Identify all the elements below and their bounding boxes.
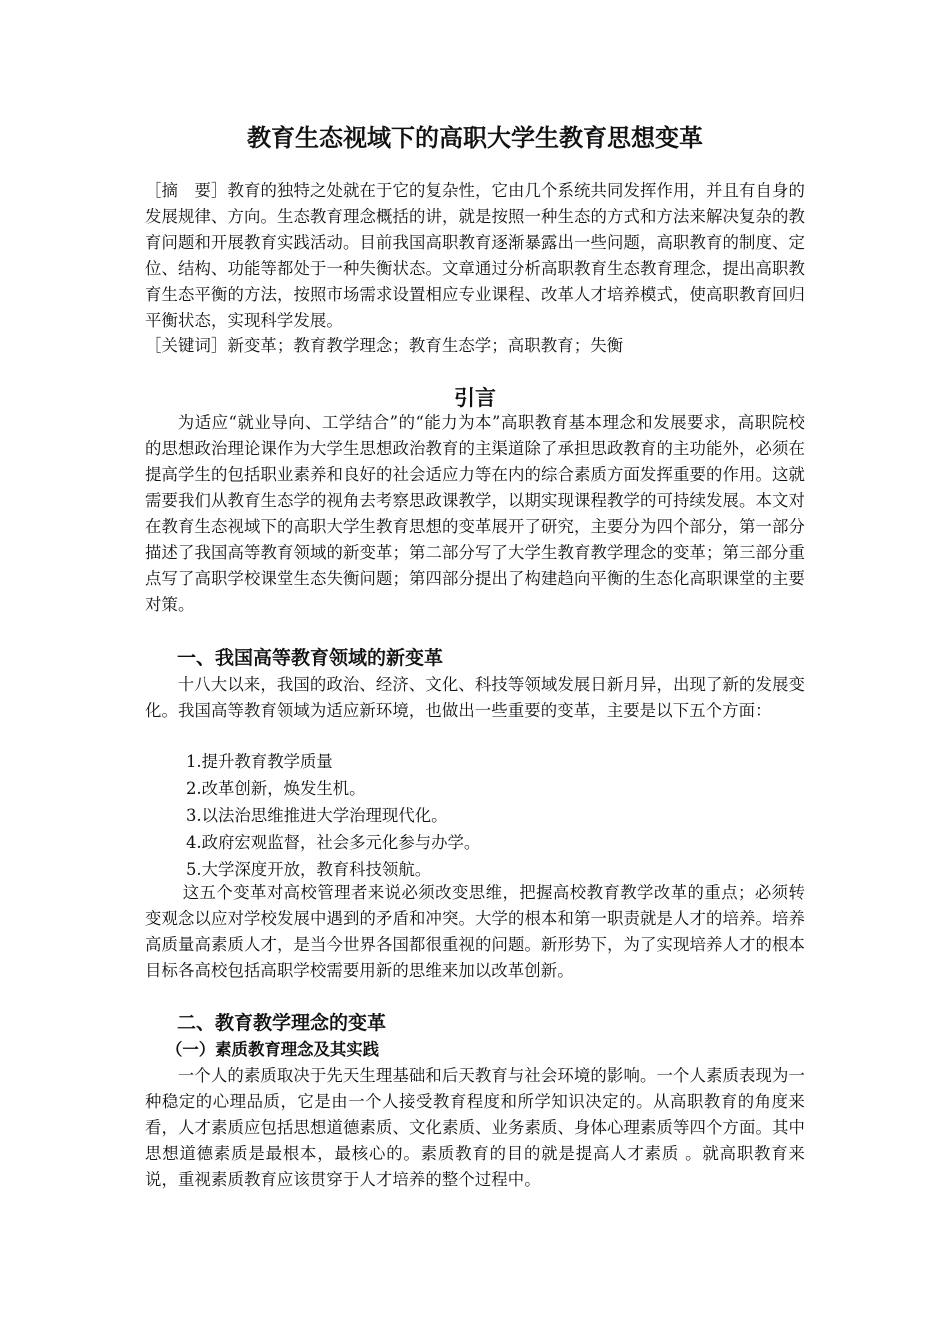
abstract-label: ［摘 要］ [145,181,228,200]
keywords-text: 新变革；教育教学理念；教育生态学；高职教育；失衡 [227,336,624,355]
keywords [145,333,805,359]
list-item: 5.大学深度开放，教育科技领航。 [186,860,432,879]
abstract-text: 教育的独特之处就在于它的复杂性，它由几个系统共同发挥作用，并且有自身的发展规律、方向。生态教育理念概括的讲，就是按照一种生态的方式和方法来解决复杂的教育问题和开展教育实践活动。目前我国高职教育逐渐暴露出一些问题，高职教育的制度、定位、结构、功能等都处于一种失衡状态。文章通过分析高职教育生态教育理念，提出高职教育生态平衡的方法，按照市场需求设置相应专业课程、改革人才培养模式，使高职教育回归平衡状态，实现科学发展。 [145,181,806,330]
list-item: 3.以法治思维推进大学治理现代化。 [186,806,448,825]
section1-heading: 一、我国高等教育领域的新变革 [177,647,444,669]
paper-title: 教育生态视域下的高职大学生教育思想变革 [247,124,703,152]
list-item: 4.政府宏观监督，社会多元化参与办学。 [186,833,481,852]
section2-heading: 二、教育教学理念的变革 [177,1012,387,1034]
abstract [145,178,805,334]
list-item: 1.提升教育教学质量 [186,752,333,771]
reform-list [186,748,786,883]
section1-paragraph1: 十八大以来，我国的政治、经济、文化、科技等领域发展日新月异，出现了新的发展变化。我国高等教育领域为适应新环境，也做出一些重要的变革，主要是以下五个方面： [145,675,805,720]
intro-paragraph: 为适应“就业导向、工学结合”的“能力为本”高职教育基本理念和发展要求，高职院校的思想政治理论课作为大学生思想政治教育的主渠道除了承担思政教育的主功能外，必须在提高学生的包括职业素养和良好的社会适应力等在内的综合素质方面发挥重要的作用。这就需要我们从教育生态学的视角去考察思政课教学，以期实现课程教学的可持续发展。本文对在教育生态视域下的高职大学生教育思想的变革展开了研究，主要分为四个部分，第一部分描述了我国高等教育领域的新变革；第二部分写了大学生教育教学理念的变革；第三部分重点写了高职学校课堂生态失衡问题；第四部分提出了构建趋向平衡的生态化高职课堂的主要对策。 [145,413,805,614]
list-item: 2.改革创新，焕发生机。 [186,779,366,798]
keywords-label: ［关键词］ [145,336,228,355]
section2-subheading: （一）素质教育理念及其实践 [166,1040,380,1059]
section1-paragraph2: 这五个变革对高校管理者来说必须改变思维，把握高校教育教学改革的重点；必须转变观念以应对学校发展中遇到的矛盾和冲突。大学的根本和第一职责就是人才的培养。培养高质量高素质人才，是当今世界各国都很重视的问题。新形势下，为了实现培养人才的根本目标各高校包括高职学校需要用新的思维来加以改革创新。 [145,883,805,980]
section2-paragraph1: 一个人的素质取决于先天生理基础和后天教育与社会环境的影响。一个人素质表现为一种稳定的心理品质，它是由一个人接受教育程度和所学知识决定的。从高职教育的角度来看，人才素质应包括思想道德素质、文化素质、业务素质、身体心理素质等四个方面。其中思想道德素质是最根本，最核心的。素质教育的目的就是提高人才素质 。就高职教育来说，重视素质教育应该贯穿于人才培养的整个过程中。 [145,1066,805,1189]
intro-heading: 引言 [454,386,496,410]
